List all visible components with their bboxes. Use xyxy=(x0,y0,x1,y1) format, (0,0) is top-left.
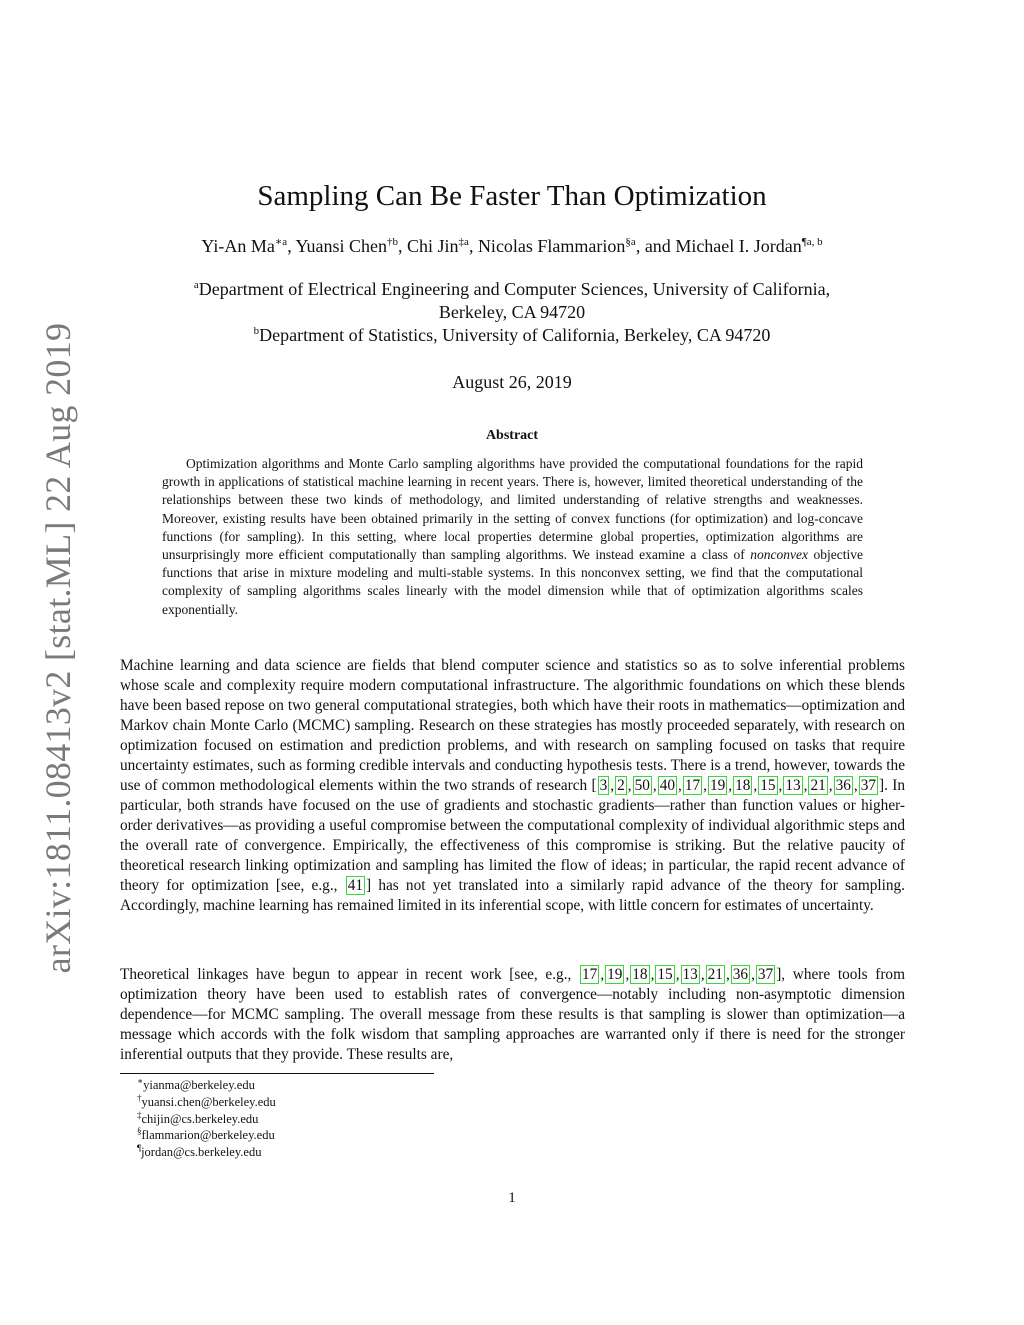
citation-link[interactable]: 3 xyxy=(599,777,608,794)
citation-link[interactable]: 13 xyxy=(785,777,801,794)
citation-link[interactable]: 19 xyxy=(709,777,726,794)
author-mark: §a xyxy=(625,236,636,248)
paper-date: August 26, 2019 xyxy=(452,372,572,392)
footnote-email: yuansi.chen@berkeley.edu xyxy=(141,1094,276,1109)
author-list xyxy=(0,236,1024,257)
citation-link[interactable]: 18 xyxy=(735,777,751,794)
footnote-mark: ∗ xyxy=(137,1076,144,1086)
author-name: Yuansi Chen xyxy=(295,236,388,256)
citation-link[interactable]: 18 xyxy=(632,966,648,983)
citation-link[interactable]: 13 xyxy=(682,966,698,983)
paragraph-text: ] has not yet translated into a similarly rapid advance of the theory for sampling. Accordingly, machine learning has remained limited in its inferential scope, with little concern for estimates of uncertainty. xyxy=(120,877,906,914)
citation-link[interactable]: 21 xyxy=(810,777,826,794)
citation-group xyxy=(579,966,776,983)
citation-separator: , xyxy=(728,777,733,794)
citation-separator: , xyxy=(678,777,682,794)
arxiv-identifier-stamp: arXiv:1811.08413v2 [stat.ML] 22 Aug 2019 xyxy=(38,322,78,974)
citation-separator: , xyxy=(753,777,758,794)
citation-separator: , xyxy=(803,777,808,794)
paper-title: Sampling Can Be Faster Than Optimization xyxy=(257,180,767,212)
abstract-emphasis: nonconvex xyxy=(750,547,809,563)
footnote-mark: † xyxy=(137,1092,142,1103)
footnote-email: jordan@cs.berkeley.edu xyxy=(141,1145,262,1160)
abstract-text: Optimization algorithms and Monte Carlo sampling algorithms have provided the computational foundations for the rapid growth in applications of statistical machine learning in recent years. There is, however, limited theoretical understanding of the relationships between these two kinds of methodology, and limited understanding of relative strengths and weaknesses. Moreover, existing results have been obtained primarily in the setting of convex functions (for optimization) and log-concave functions (for sampling). In this setting, where local properties determine global properties, optimization algorithms are unsurprisingly more efficient computationally than sampling algorithms. We instead examine a class of xyxy=(162,456,863,563)
citation-separator: , xyxy=(751,966,755,983)
body-paragraph-2 xyxy=(120,965,905,1065)
citation-separator: , xyxy=(650,966,655,983)
citation-separator: , xyxy=(700,966,705,983)
footnote xyxy=(137,1111,276,1128)
affiliation-mark: a xyxy=(193,279,199,291)
author-separator: , xyxy=(468,236,478,256)
author-mark: ‡a xyxy=(458,236,469,248)
citation-link[interactable]: 15 xyxy=(760,777,776,794)
citation-separator: , xyxy=(600,966,605,983)
footnote-mark: ‡ xyxy=(137,1109,142,1120)
citation-link[interactable]: 40 xyxy=(659,777,675,794)
citation-link[interactable]: 37 xyxy=(860,777,876,794)
citation-link[interactable]: 50 xyxy=(634,777,650,794)
affiliation-text: Department of Statistics, University of California, Berkeley, CA 94720 xyxy=(259,325,771,345)
footnote-email: chijin@cs.berkeley.edu xyxy=(141,1111,259,1126)
citation-separator: , xyxy=(652,777,657,794)
footnote-list xyxy=(137,1077,276,1161)
paragraph-text: Theoretical linkages have begun to appear in recent work [see, e.g., xyxy=(120,966,580,983)
author-mark: ¶a, b xyxy=(801,236,823,248)
affiliation-text: Department of Electrical Engineering and Computer Sciences, University of California, xyxy=(198,279,831,299)
citation-link[interactable]: 2 xyxy=(617,777,625,794)
footnote-rule xyxy=(120,1073,434,1074)
citation-group xyxy=(597,777,879,794)
footnote xyxy=(137,1094,276,1111)
citation-link[interactable]: 19 xyxy=(607,966,623,983)
abstract-body xyxy=(162,455,863,619)
author-name: Nicolas Flammarion xyxy=(477,236,626,256)
affiliation-a-line2: Berkeley, CA 94720 xyxy=(438,302,586,322)
footnote-email: yianma@berkeley.edu xyxy=(143,1078,255,1092)
body-paragraph-1 xyxy=(120,656,905,916)
citation-separator: , xyxy=(703,777,707,794)
paragraph-text: Machine learning and data science are fields that blend computer science and statistics so as to solve inferential problems whose scale and complexity require modern computational infrastructure. The algorithmic foundations on which these blends have been based repose on two general computational strategies, both which have their roots in mathematics—optimization and Markov chain Monte Carlo (MCMC) sampling. Research on these strategies has mostly proceeded separately, with research on optimization focused on estimation and prediction problems, and with research on sampling focused on tasks that require uncertainty estimates, such as forming credible intervals and conducting hypothesis tests. There is a trend, however, towards the use of common methodological elements within the two strands of research [ xyxy=(120,657,905,794)
citation-separator: , xyxy=(725,966,730,983)
footnote xyxy=(137,1127,276,1144)
author-name: Yi-An Ma xyxy=(201,236,275,256)
author-separator: , and xyxy=(635,236,676,256)
citation-separator: , xyxy=(610,777,615,794)
affiliation-a-line1 xyxy=(0,279,1024,300)
author-separator: , xyxy=(398,236,408,256)
author-name: Chi Jin xyxy=(407,236,459,256)
citation-separator: , xyxy=(625,966,630,983)
citation-link[interactable]: 37 xyxy=(757,966,774,983)
citation-link[interactable]: 36 xyxy=(835,777,851,794)
footnote-mark: § xyxy=(137,1126,142,1137)
citation-link[interactable]: 15 xyxy=(657,966,673,983)
author-name: Michael I. Jordan xyxy=(675,236,802,256)
affiliation-mark: b xyxy=(253,325,260,337)
author-separator: , xyxy=(287,236,296,256)
footnote xyxy=(137,1077,276,1094)
citation-link[interactable]: 17 xyxy=(684,777,701,794)
citation-link[interactable]: 36 xyxy=(732,966,749,983)
footnote xyxy=(137,1144,276,1161)
author-mark: ∗a xyxy=(274,236,288,248)
paragraph-text: ], where tools from optimization theory have been used to establish rates of convergence—notably including non-asymptotic dimension dependence—for MCMC sampling. The overall message from these results is that sampling is slower than optimization—a message which accords with the folk wisdom that sampling approaches are warranted only if there is need for the stronger inferential outputs that they provide. These results are, xyxy=(120,966,905,1063)
paragraph-text: ]. In particular, both strands have focused on the use of gradients and stochastic gradients—rather than function values or higher-order derivatives—as providing a useful compromise between the computational complexity of individual algorithmic steps and the overall rate of convergence. Empirically, the effectiveness of this compromise is striking. But the relative paucity of theoretical research linking optimization and sampling has limited the flow of ideas; in particular, the rapid recent advance of theory for optimization [see, e.g., xyxy=(120,777,905,894)
page-number: 1 xyxy=(508,1190,516,1206)
citation-link[interactable]: 17 xyxy=(582,966,598,983)
citation-separator: , xyxy=(675,966,680,983)
footnote-email: flammarion@berkeley.edu xyxy=(141,1128,275,1143)
citation-link[interactable]: 41 xyxy=(347,877,363,894)
abstract-text: objective functions that arise in mixture modeling and multi-stable systems. In this nonconvex setting, we find that the computational complexity of sampling algorithms scales linearly with the model dimension while that of optimization algorithms scales exponentially. xyxy=(162,547,863,617)
footnote-mark: ¶ xyxy=(137,1143,142,1154)
citation-link[interactable]: 21 xyxy=(707,966,723,983)
citation-separator: , xyxy=(828,777,833,794)
citation-separator: , xyxy=(627,777,632,794)
affiliation-b xyxy=(0,325,1024,346)
citation-separator: , xyxy=(853,777,858,794)
author-mark: †b xyxy=(387,236,399,248)
citation-separator: , xyxy=(778,777,783,794)
abstract-heading: Abstract xyxy=(485,428,539,443)
